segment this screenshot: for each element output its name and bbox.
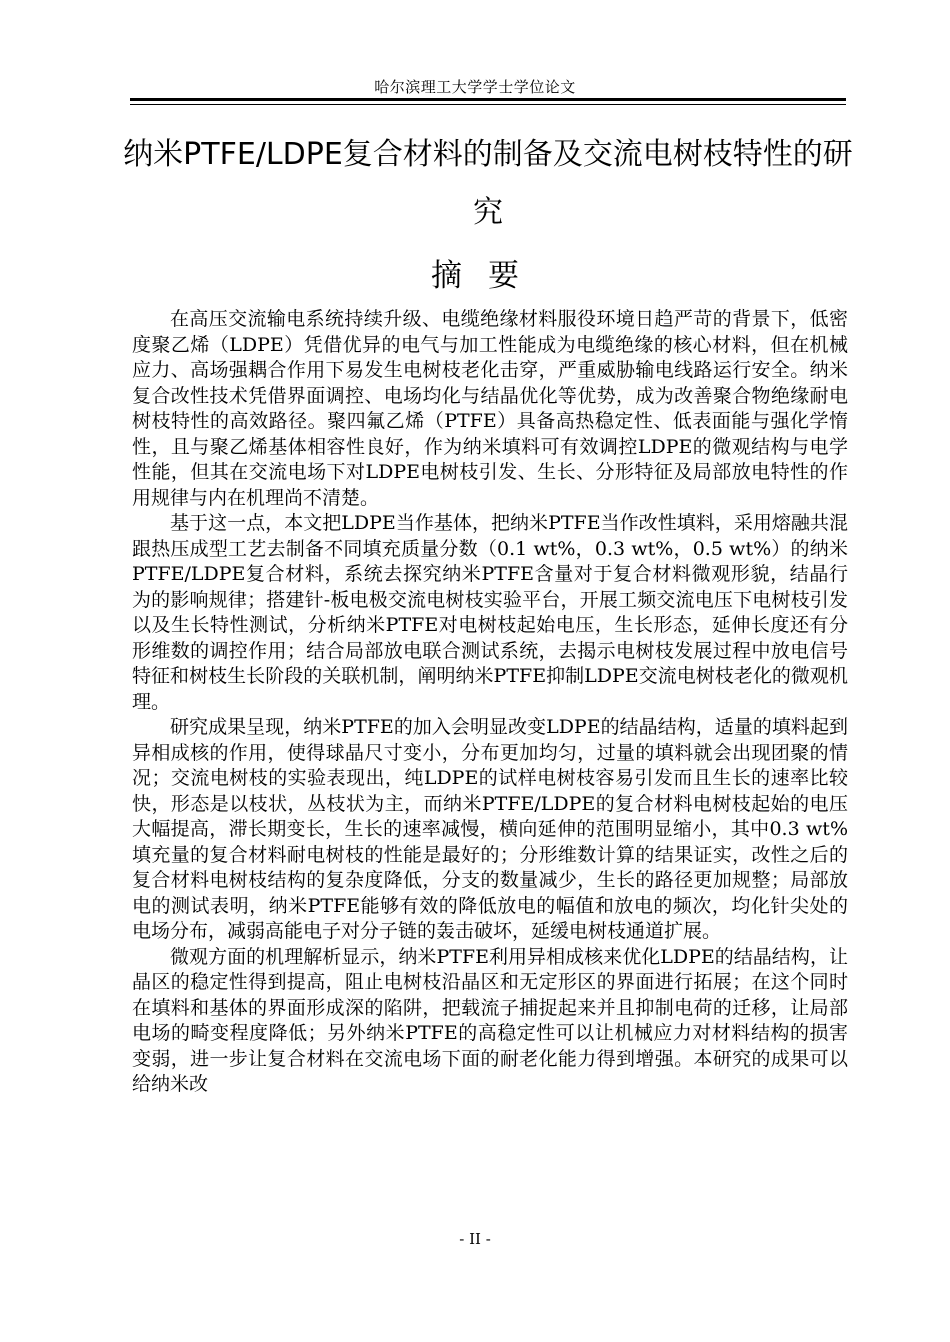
header-rule-thin (130, 104, 846, 105)
abstract-paragraph-3: 研究成果呈现，纳米PTFE的加入会明显改变LDPE的结晶结构，适量的填料起到异相成核的作用，使得球晶尺寸变小，分布更加均匀，过量的填料就会出现团聚的情况；交流电树枝的实验表现出，纯LDPE的试样电树枝容易引发而且生长的速率比较快，形态是以枝状，丛枝状为主，而纳米PTFE/LDPE的复合材料电树枝起始的电压大幅提高，滞长期变长，生长的速率减慢，横向延伸的范围明显缩小，其中0.3 wt%填充量的复合材料耐电树枝的性能是最好的；分形维数计算的结果证实，改性之后的复合材料电树枝结构的复杂度降低，分支的数量减少，生长的路径更加规整；局部放电的测试表明，纳米PTFE能够有效的降低放电的幅值和放电的频次，均化针尖处的电场分布，减弱高能电子对分子链的轰击破坏，延缓电树枝通道扩展。 (132, 716, 848, 942)
thesis-title: 纳米PTFE/LDPE复合材料的制备及交流电树枝特性的研究 (123, 137, 853, 230)
header-rule-thick (130, 98, 846, 101)
abstract-heading: 摘要 (431, 258, 545, 294)
abstract-body (132, 307, 848, 1098)
abstract-paragraph-1: 在高压交流输电系统持续升级、电缆绝缘材料服役环境日趋严苛的背景下，低密度聚乙烯（LDPE）凭借优异的电气与加工性能成为电缆绝缘的核心材料，但在机械应力、高场强耦合作用下易发生电树枝老化击穿，严重威胁输电线路运行安全。纳米复合改性技术凭借界面调控、电场均化与结晶优化等优势，成为改善聚合物绝缘耐电树枝特性的高效路径。聚四氟乙烯（PTFE）具备高热稳定性、低表面能与强化学惰性，且与聚乙烯基体相容性良好，作为纳米填料可有效调控LDPE的微观结构与电学性能，但其在交流电场下对LDPE电树枝引发、生长、分形特征及局部放电特性的作用规律与内在机理尚不清楚。 (132, 308, 848, 509)
abstract-paragraph-4: 微观方面的机理解析显示，纳米PTFE利用异相成核来优化LDPE的结晶结构，让晶区的稳定性得到提高，阻止电树枝沿晶区和无定形区的界面进行拓展；在这个同时在填料和基体的界面形成深的陷阱，把载流子捕捉起来并且抑制电荷的迁移，让局部电场的畸变程度降低；另外纳米PTFE的高稳定性可以让机械应力对材料结构的损害变弱，进一步让复合材料在交流电场下面的耐老化能力得到增强。本研究的成果可以给纳米改 (132, 945, 848, 1095)
page-number: - II - (459, 1230, 491, 1248)
running-header: 哈尔滨理工大学学士学位论文 (374, 78, 576, 96)
abstract-paragraph-2: 基于这一点，本文把LDPE当作基体，把纳米PTFE当作改性填料，采用熔融共混跟热压成型工艺去制备不同填充质量分数（0.1 wt%，0.3 wt%，0.5 wt%）的纳米PTFE/LDPE复合材料，系统去探究纳米PTFE含量对于复合材料微观形貌，结晶行为的影响规律；搭建针-板电极交流电树枝实验平台，开展工频交流电压下电树枝引发以及生长特性测试，分析纳米PTFE对电树枝起始电压，生长形态，延伸长度还有分形维数的调控作用；结合局部放电联合测试系统，去揭示电树枝发展过程中放电信号特征和树枝生长阶段的关联机制，阐明纳米PTFE抑制LDPE交流电树枝老化的微观机理。 (132, 512, 848, 713)
